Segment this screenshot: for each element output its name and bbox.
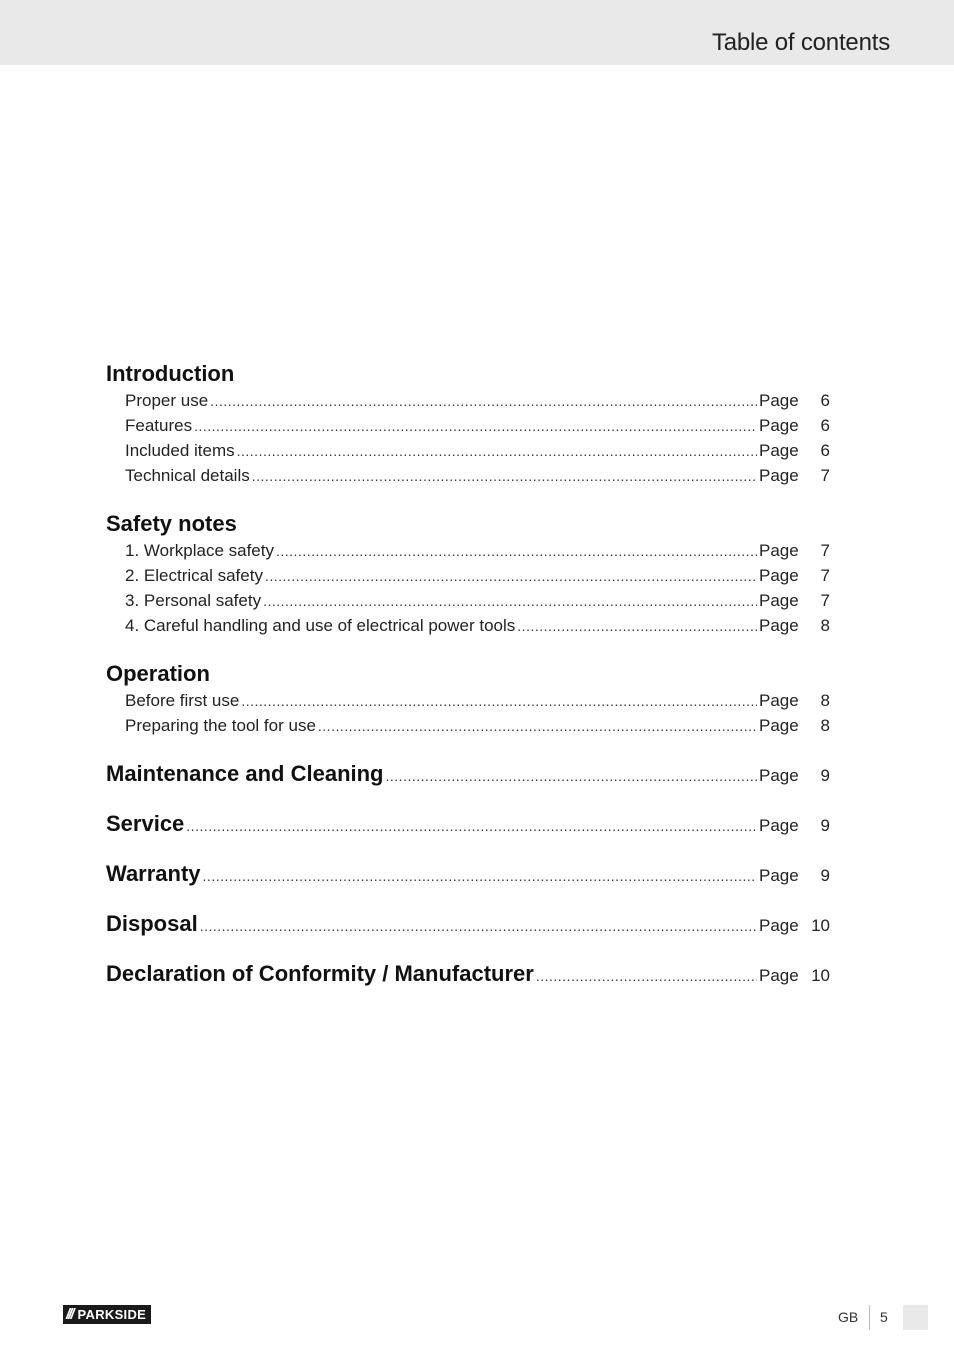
toc-section-operation [106,660,830,738]
toc-entry[interactable] [106,438,830,463]
page-number: 10 [811,916,830,935]
page-word: Page [759,766,799,785]
page-word: Page [759,566,799,585]
toc-entry[interactable] [106,588,830,613]
dot-leader [263,589,757,614]
section-title: Disposal [106,911,198,936]
page-number: 10 [811,966,830,985]
dot-leader [237,439,757,464]
dot-leader [276,539,757,564]
page-word: Page [759,391,799,410]
toc-entry[interactable] [106,538,830,563]
page-number: 9 [820,866,830,885]
section-title: Maintenance and Cleaning [106,761,384,786]
entry-label: Technical details [125,466,250,485]
dot-leader [186,812,757,840]
toc-entry[interactable] [106,613,830,638]
entry-label: Before first use [125,691,240,710]
page-number-footer: 5 [880,1309,888,1325]
dot-leader [194,414,757,439]
page-word: Page [759,591,799,610]
toc-entry[interactable] [106,463,830,488]
toc-entry[interactable] [106,688,830,713]
toc-entry[interactable] [106,713,830,738]
entry-label: Features [125,416,193,435]
page-word: Page [759,441,799,460]
toc-section-introduction [106,360,830,488]
dot-leader [241,689,757,714]
page-number: 8 [820,616,830,635]
page-word: Page [759,716,799,735]
entry-label: 3. Personal safety [125,591,262,610]
section-title: Declaration of Conformity / Manufacturer [106,961,534,986]
page-number: 7 [820,541,830,560]
entry-label: 2. Electrical safety [125,566,263,585]
toc-section-safety-notes [106,510,830,638]
dot-leader [386,762,758,790]
toc-top-entry-maintenance[interactable] [106,760,830,788]
entry-label: 1. Workplace safety [125,541,274,560]
page-word: Page [759,466,799,485]
page-word: Page [759,541,799,560]
toc-top-entry-disposal[interactable] [106,910,830,938]
page-number: 6 [820,416,830,435]
table-of-contents [106,360,830,1010]
page-number: 9 [820,816,830,835]
toc-entry[interactable] [106,388,830,413]
parkside-logo [63,1305,151,1324]
dot-leader [203,862,757,890]
entry-label: Included items [125,441,235,460]
logo-slashes: /// [66,1306,73,1323]
page-number: 7 [820,466,830,485]
dot-leader [265,564,757,589]
section-title: Operation [106,661,210,686]
page-word: Page [759,966,799,985]
page-word: Page [759,416,799,435]
toc-top-entry-warranty[interactable] [106,860,830,888]
section-title: Introduction [106,361,235,386]
page-number: 9 [820,766,830,785]
page-word: Page [759,816,799,835]
page-number: 8 [820,691,830,710]
entry-label: 4. Careful handling and use of electrical power tools [125,616,516,635]
entry-label: Preparing the tool for use [125,716,316,735]
dot-leader [210,389,757,414]
page-word: Page [759,916,799,935]
dot-leader [517,614,757,639]
dot-leader [318,714,757,739]
page-number: 7 [820,591,830,610]
section-title: Service [106,811,185,836]
language-code: GB [838,1309,859,1325]
section-title: Safety notes [106,511,237,536]
page-word: Page [759,691,799,710]
entry-label: Proper use [125,391,209,410]
dot-leader [536,962,757,990]
page-word: Page [759,616,799,635]
dot-leader [200,912,757,940]
section-title: Warranty [106,861,201,886]
toc-top-entry-declaration[interactable] [106,960,830,988]
dot-leader [252,464,757,489]
page-title: Table of contents [711,29,890,56]
page-number: 7 [820,566,830,585]
toc-entry[interactable] [106,563,830,588]
page-number: 6 [820,391,830,410]
page-word: Page [759,866,799,885]
page-number: 8 [820,716,830,735]
toc-entry[interactable] [106,413,830,438]
footer-divider [869,1305,870,1330]
logo-text: PARKSIDE [77,1307,147,1322]
footer-tab-box [903,1305,928,1330]
toc-top-entry-service[interactable] [106,810,830,838]
page-number: 6 [820,441,830,460]
